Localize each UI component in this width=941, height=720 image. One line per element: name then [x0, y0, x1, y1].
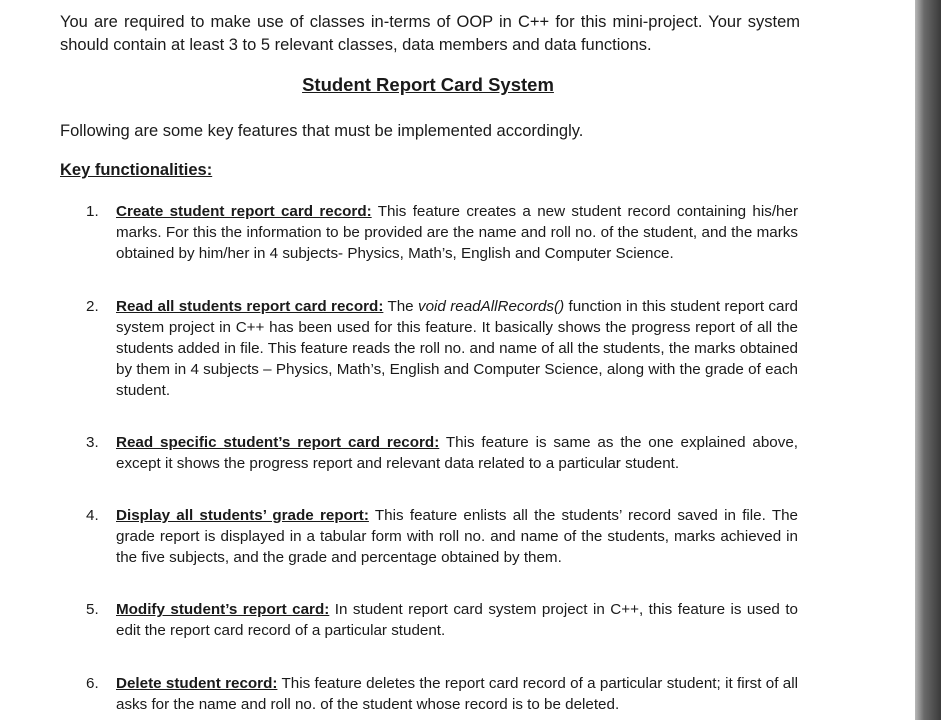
- item-label: Create student report card record:: [116, 203, 372, 220]
- item-body: [116, 599, 798, 641]
- item-text: function in this student report card system project in C++ has been used for this feature. It basically shows the progress report of all the students added in file. This feature reads the roll no. and name of all the students, the marks obtained by them in 4 subjects – Physics, Math’s, English and Computer Science, along with the grade of each student.: [116, 298, 798, 399]
- item-body: [116, 201, 798, 264]
- list-item-4: [86, 505, 798, 568]
- item-number: 1.: [86, 203, 99, 220]
- document-title: Student Report Card System: [302, 74, 554, 95]
- item-body: [116, 296, 798, 401]
- item-number: 5.: [86, 601, 99, 618]
- item-label: Read specific student’s report card record:: [116, 434, 440, 451]
- item-number: 2.: [86, 298, 99, 315]
- page-edge-shadow: [915, 0, 941, 720]
- list-item-3: [86, 432, 798, 474]
- item-label: Display all students’ grade report:: [116, 507, 369, 524]
- list-item-1: [86, 201, 798, 264]
- item-label: Delete student record:: [116, 675, 278, 692]
- item-text-pre: The: [383, 298, 418, 315]
- list-item-5: [86, 599, 798, 641]
- item-text: This feature is same as the one explained above, except it shows the progress report and relevant data related to a particular student.: [116, 434, 798, 472]
- intro-paragraph: You are required to make use of classes in-terms of OOP in C++ for this mini-project. Your system should contain at least 3 to 5 relevant classes, data members and data functions.: [60, 13, 800, 54]
- item-number: 3.: [86, 434, 99, 451]
- lead-paragraph: Following are some key features that must be implemented accordingly.: [60, 122, 584, 140]
- item-body: [116, 673, 798, 715]
- item-label: Modify student’s report card:: [116, 601, 330, 618]
- list-item-6: [86, 673, 798, 715]
- section-heading: Key functionalities:: [60, 161, 213, 179]
- item-number: 6.: [86, 675, 99, 692]
- item-body: [116, 432, 798, 474]
- item-label: Read all students report card record:: [116, 298, 384, 315]
- item-text: In student report card system project in C++, this feature is used to edit the report card record of a particular student.: [116, 601, 798, 639]
- item-number: 4.: [86, 507, 99, 524]
- function-name: void readAllRecords(): [417, 298, 565, 315]
- item-body: [116, 505, 798, 568]
- item-text: This feature deletes the report card record of a particular student; it first of all asks for the name and roll no. of the student whose record is to be deleted.: [116, 675, 798, 713]
- item-text: This feature enlists all the students’ record saved in file. The grade report is displayed in a tabular form with roll no. and name of the students, marks achieved in the five subjects, and the grade and percentage obtained by them.: [116, 507, 799, 566]
- item-text: This feature creates a new student record containing his/her marks. For this the information to be provided are the name and roll no. of the student, and the marks obtained by him/her in 4 subjects- Physics, Math’s, English and Computer Science.: [116, 203, 799, 262]
- list-item-2: [86, 296, 798, 401]
